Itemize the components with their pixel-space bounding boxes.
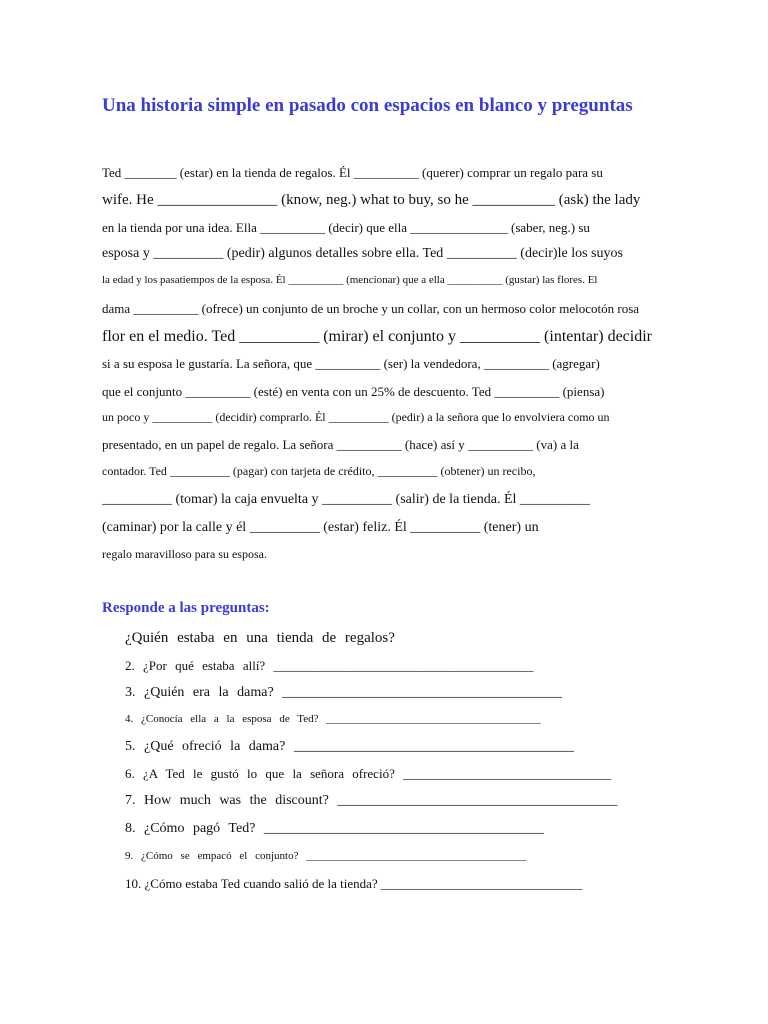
story-line-15: regalo maravilloso para su esposa. [102,547,267,561]
question-9: 9. ¿Cómo se empacó el conjunto? ________________________________________ [125,850,527,862]
story-line-1: Ted ________ (estar) en la tienda de regalos. Él __________ (querer) comprar un regalo para su [102,165,603,180]
question-4: 4. ¿Conocía ella a la esposa de Ted? _______________________________________ [125,713,541,725]
story-line-11: presentado, en un papel de regalo. La señora __________ (hace) así y __________ (va) a la [102,437,579,452]
story-line-4: esposa y __________ (pedir) algunos detalles sobre ella. Ted __________ (decir)le los suyos [102,246,623,261]
questions-heading: Responde a las preguntas: [102,600,270,616]
story-line-12: contador. Ted __________ (pagar) con tarjeta de crédito, __________ (obtener) un recibo, [102,464,536,478]
story-line-14: (caminar) por la calle y él __________ (estar) feliz. Él __________ (tener) un [102,520,539,535]
story-line-6: dama __________ (ofrece) un conjunto de un broche y un collar, con un hermoso color melocotón rosa [102,301,640,316]
story-line-10: un poco y __________ (decidir) comprarlo. Él __________ (pedir) a la señora que lo envolviera como un [102,410,610,424]
story-line-8: si a su esposa le gustaría. La señora, que __________ (ser) la vendedora, __________ (agregar) [102,356,600,371]
question-10: 10. ¿Cómo estaba Ted cuando salió de la tienda? _______________________________ [125,876,583,891]
story-line-5: la edad y los pasatiempos de la esposa. Él __________ (mencionar) que a ella __________ (gustar) las flores. El [102,274,598,286]
question-6: 6. ¿A Ted le gustó lo que la señora ofreció? ________________________________ [125,766,612,781]
question-5: 5. ¿Qué ofreció la dama? ________________________________________ [125,739,574,754]
question-8: 8. ¿Cómo pagó Ted? ________________________________________ [125,821,544,836]
document-title: Una historia simple en pasado con espacios en blanco y preguntas [102,95,633,116]
story-line-13: __________ (tomar) la caja envuelta y __________ (salir) de la tienda. Él __________ [102,492,590,507]
story-line-3: en la tienda por una idea. Ella __________ (decir) que ella _______________ (saber, neg.) su [102,220,590,235]
question-3: 3. ¿Quién era la dama? ________________________________________ [125,685,563,700]
question-1: ¿Quién estaba en una tienda de regalos? [125,630,395,646]
story-line-7: flor en el medio. Ted __________ (mirar) el conjunto y __________ (intentar) decidir [102,328,652,345]
story-line-9: que el conjunto __________ (esté) en venta con un 25% de descuento. Ted __________ (piensa) [102,384,605,399]
question-2: 2. ¿Por qué estaba allí? ________________________________________ [125,658,534,673]
story-line-2: wife. He ________________ (know, neg.) what to buy, so he ___________ (ask) the lady [102,192,641,208]
question-7: 7. How much was the discount? ________________________________________ [125,793,618,808]
